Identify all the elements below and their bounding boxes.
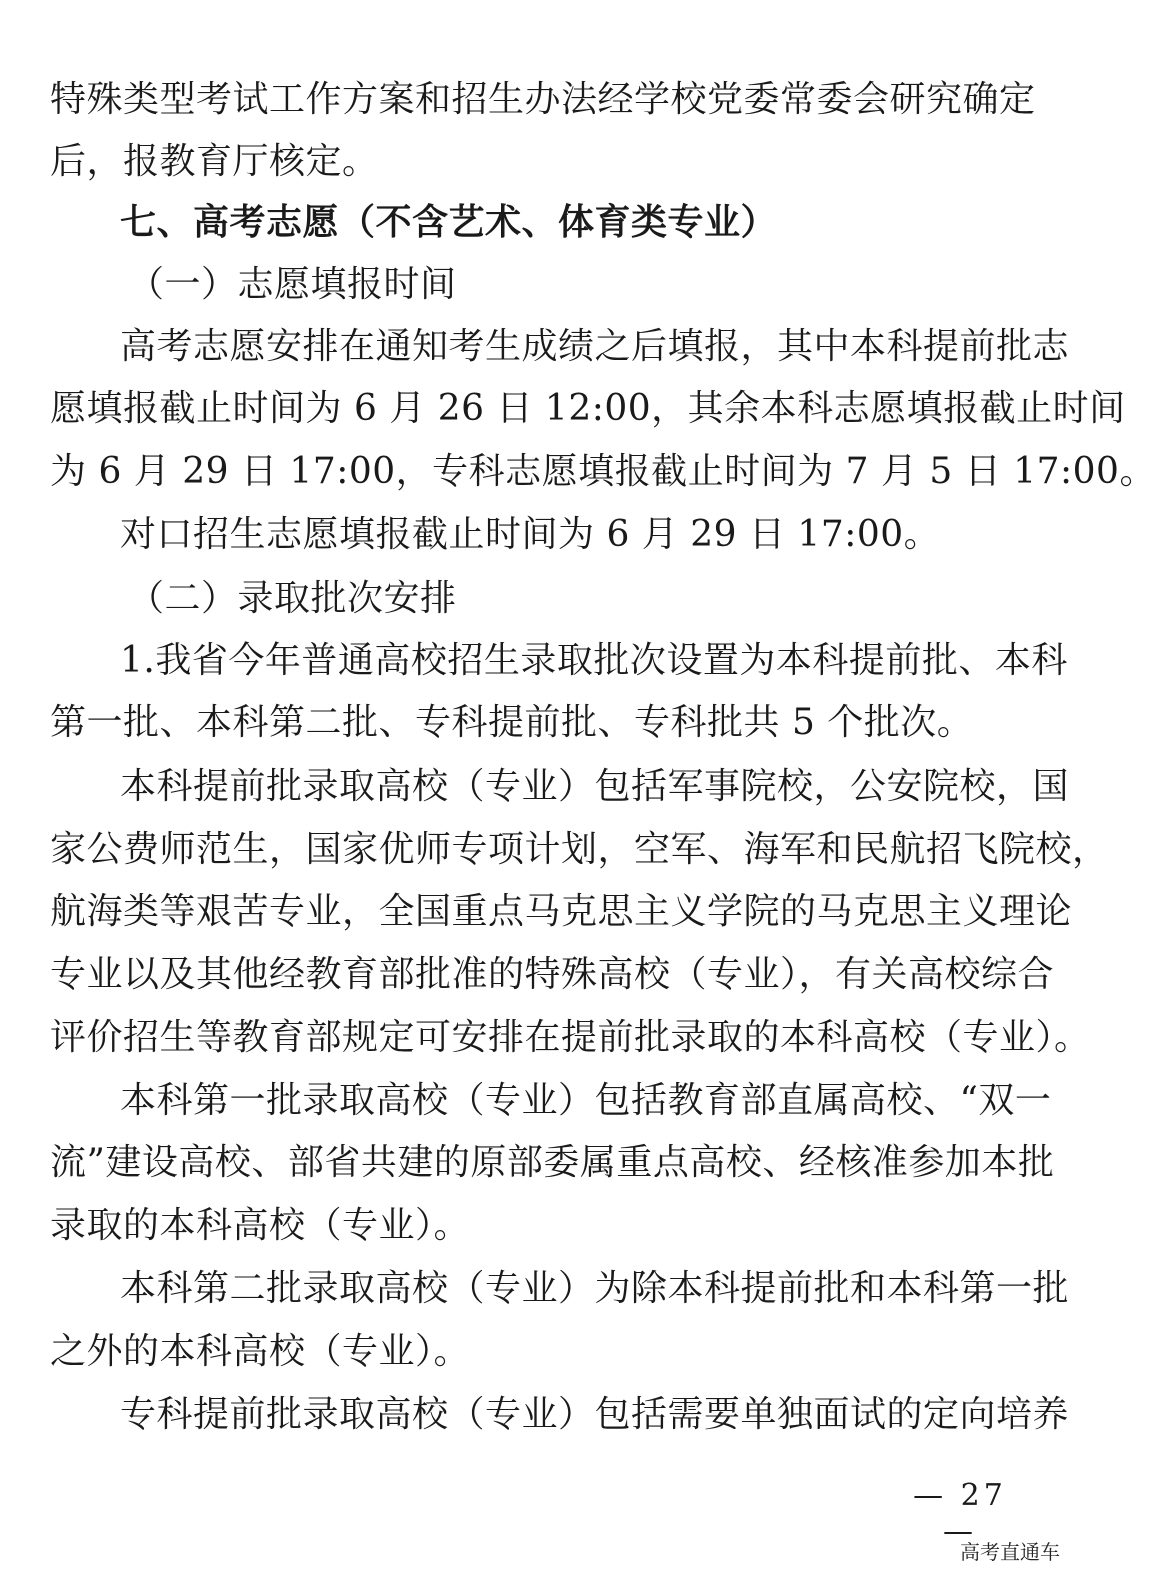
paragraph-line: 录取的本科高校（专业）。 (50, 1205, 471, 1246)
paragraph-line: 流”建设高校、部省共建的原部委属重点高校、经核准参加本批 (50, 1142, 1055, 1183)
paragraph-line: 高考志愿安排在通知考生成绩之后填报，其中本科提前批志 (120, 326, 1070, 367)
paragraph-line: 第一批、本科第二批、专科提前批、专科批共 5 个批次。 (50, 702, 974, 743)
paragraph-line: 专科提前批录取高校（专业）包括需要单独面试的定向培养 (120, 1394, 1070, 1435)
paragraph-line: 为 6 月 29 日 17:00，专科志愿填报截止时间为 7 月 5 日 17:00。 (50, 451, 1156, 492)
paragraph-line: 本科第二批录取高校（专业）为除本科提前批和本科第一批 (120, 1268, 1070, 1309)
paragraph-line: 对口招生志愿填报截止时间为 6 月 29 日 17:00。 (120, 514, 941, 555)
paragraph-line: 评价招生等教育部规定可安排在提前批录取的本科高校（专业）。 (50, 1017, 1091, 1058)
page-number: — 27 — (913, 1478, 1007, 1549)
paragraph-line: 后，报教育厅核定。 (50, 141, 379, 182)
paragraph-line: 家公费师范生，国家优师专项计划，空军、海军和民航招飞院校， (50, 829, 1109, 870)
paragraph-line: 航海类等艰苦专业，全国重点马克思主义学院的马克思主义理论 (50, 891, 1073, 932)
subsection-heading: （二）录取批次安排 (128, 578, 457, 619)
paragraph-line: 1.我省今年普通高校招生录取批次设置为本科提前批、本科 (120, 640, 1068, 681)
paragraph-line: 之外的本科高校（专业）。 (50, 1331, 471, 1372)
paragraph-line: 本科第一批录取高校（专业）包括教育部直属高校、“双一 (120, 1080, 1052, 1121)
paragraph-line: 特殊类型考试工作方案和招生办法经学校党委常委会研究确定 (50, 79, 1036, 120)
paragraph-line: 本科提前批录取高校（专业）包括军事院校，公安院校，国 (120, 766, 1070, 807)
watermark: 高考直通车 (960, 1540, 1060, 1564)
paragraph-line: 愿填报截止时间为 6 月 26 日 12:00，其余本科志愿填报截止时间 (50, 388, 1126, 429)
subsection-heading: （一）志愿填报时间 (128, 264, 457, 305)
section-heading: 七、高考志愿（不含艺术、体育类专业） (120, 202, 778, 243)
paragraph-line: 专业以及其他经教育部批准的特殊高校（专业），有关高校综合 (50, 954, 1055, 995)
